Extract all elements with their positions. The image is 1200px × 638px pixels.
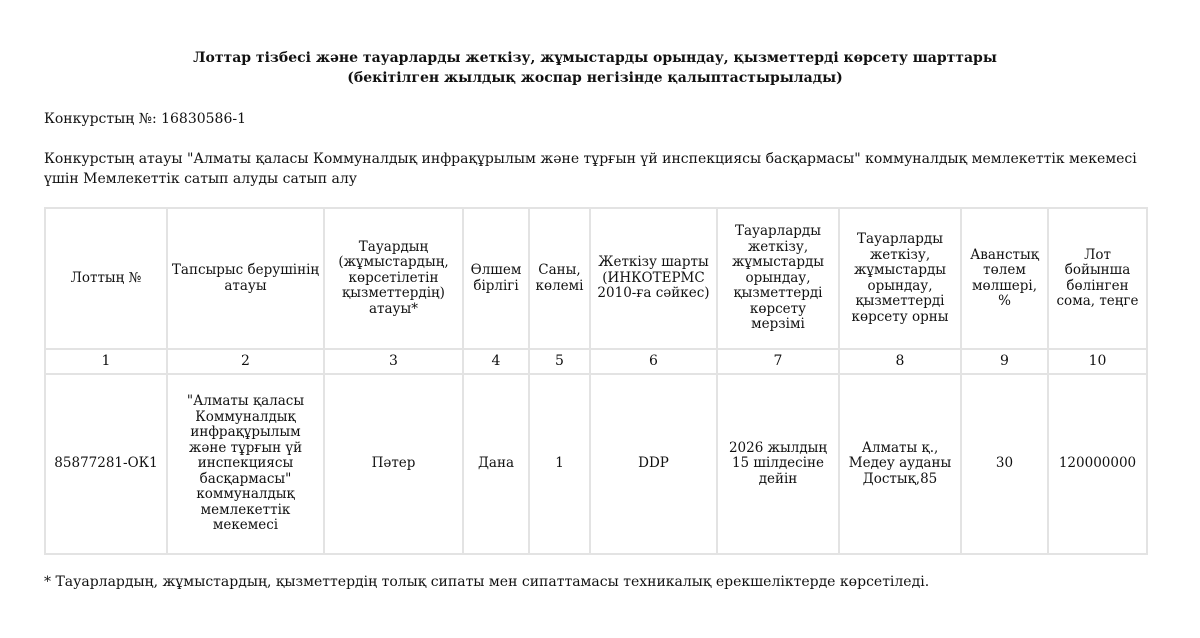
cell-item: Пәтер	[324, 374, 463, 554]
cell-quantity: 1	[529, 374, 590, 554]
footnote: * Тауарлардың, жұмыстардың, қызметтердің толық сипаты мен сипаттамасы техникалық ерекшеліктерде көрсетіледі.	[44, 574, 930, 590]
header-advance: Аванстық төлем мөлшері, %	[961, 208, 1048, 349]
cell-customer: "Алматы қаласы Коммуналдық инфрақұрылым және тұрғын үй инспекциясы басқармасы" коммуналдық мемлекеттік мекемесі	[167, 374, 324, 554]
header-unit: Өлшем бірлігі	[463, 208, 529, 349]
contest-name: Конкурстың атауы "Алматы қаласы Коммуналдық инфрақұрылым және тұрғын үй инспекциясы басқармасы" коммуналдық мемлекеттік мекемесі үшін Мемлекеттік сатып алуды сатып алу	[44, 151, 1137, 187]
column-number: 8	[839, 349, 961, 374]
table-row	[45, 374, 1147, 554]
cell-delivery-place: Алматы қ., Медеу ауданы Достық,85	[839, 374, 961, 554]
title-line-2: (бекітілген жылдық жоспар негізінде қалыптастырылады)	[347, 70, 843, 86]
cell-delivery-terms: DDP	[590, 374, 717, 554]
header-item: Тауардың (жұмыстардың, көрсетілетін қызметтердің) атауы*	[324, 208, 463, 349]
column-number: 5	[529, 349, 590, 374]
cell-delivery-period: 2026 жылдың 15 шілдесіне дейін	[717, 374, 839, 554]
cell-amount: 120000000	[1048, 374, 1147, 554]
header-customer: Тапсырыс берушінің атауы	[167, 208, 324, 349]
column-number: 10	[1048, 349, 1147, 374]
title-line-1: Лоттар тізбесі және тауарларды жеткізу, жұмыстарды орындау, қызметтерді көрсету шарттары	[193, 50, 997, 66]
column-number: 9	[961, 349, 1048, 374]
column-number: 7	[717, 349, 839, 374]
lots-table	[44, 207, 1148, 555]
column-number: 3	[324, 349, 463, 374]
column-number: 4	[463, 349, 529, 374]
header-delivery-period: Тауарларды жеткізу, жұмыстарды орындау, қызметтерді көрсету мерзімі	[717, 208, 839, 349]
cell-unit: Дана	[463, 374, 529, 554]
cell-advance: 30	[961, 374, 1048, 554]
header-lot-no: Лоттың №	[45, 208, 167, 349]
column-number: 6	[590, 349, 717, 374]
header-amount: Лот бойынша бөлінген сома, теңге	[1048, 208, 1147, 349]
column-number: 2	[167, 349, 324, 374]
document-title	[44, 48, 1146, 88]
header-delivery-place: Тауарларды жеткізу, жұмыстарды орындау, қызметтерді көрсету орны	[839, 208, 961, 349]
column-number: 1	[45, 349, 167, 374]
header-quantity: Саны, көлемі	[529, 208, 590, 349]
header-delivery-terms: Жеткізу шарты (ИНКОТЕРМС 2010-ға сәйкес)	[590, 208, 717, 349]
contest-number: Конкурстың №: 16830586-1	[44, 111, 247, 127]
table-header-row	[45, 208, 1147, 349]
cell-lot-no: 85877281-ОК1	[45, 374, 167, 554]
column-number-row	[45, 349, 1147, 374]
